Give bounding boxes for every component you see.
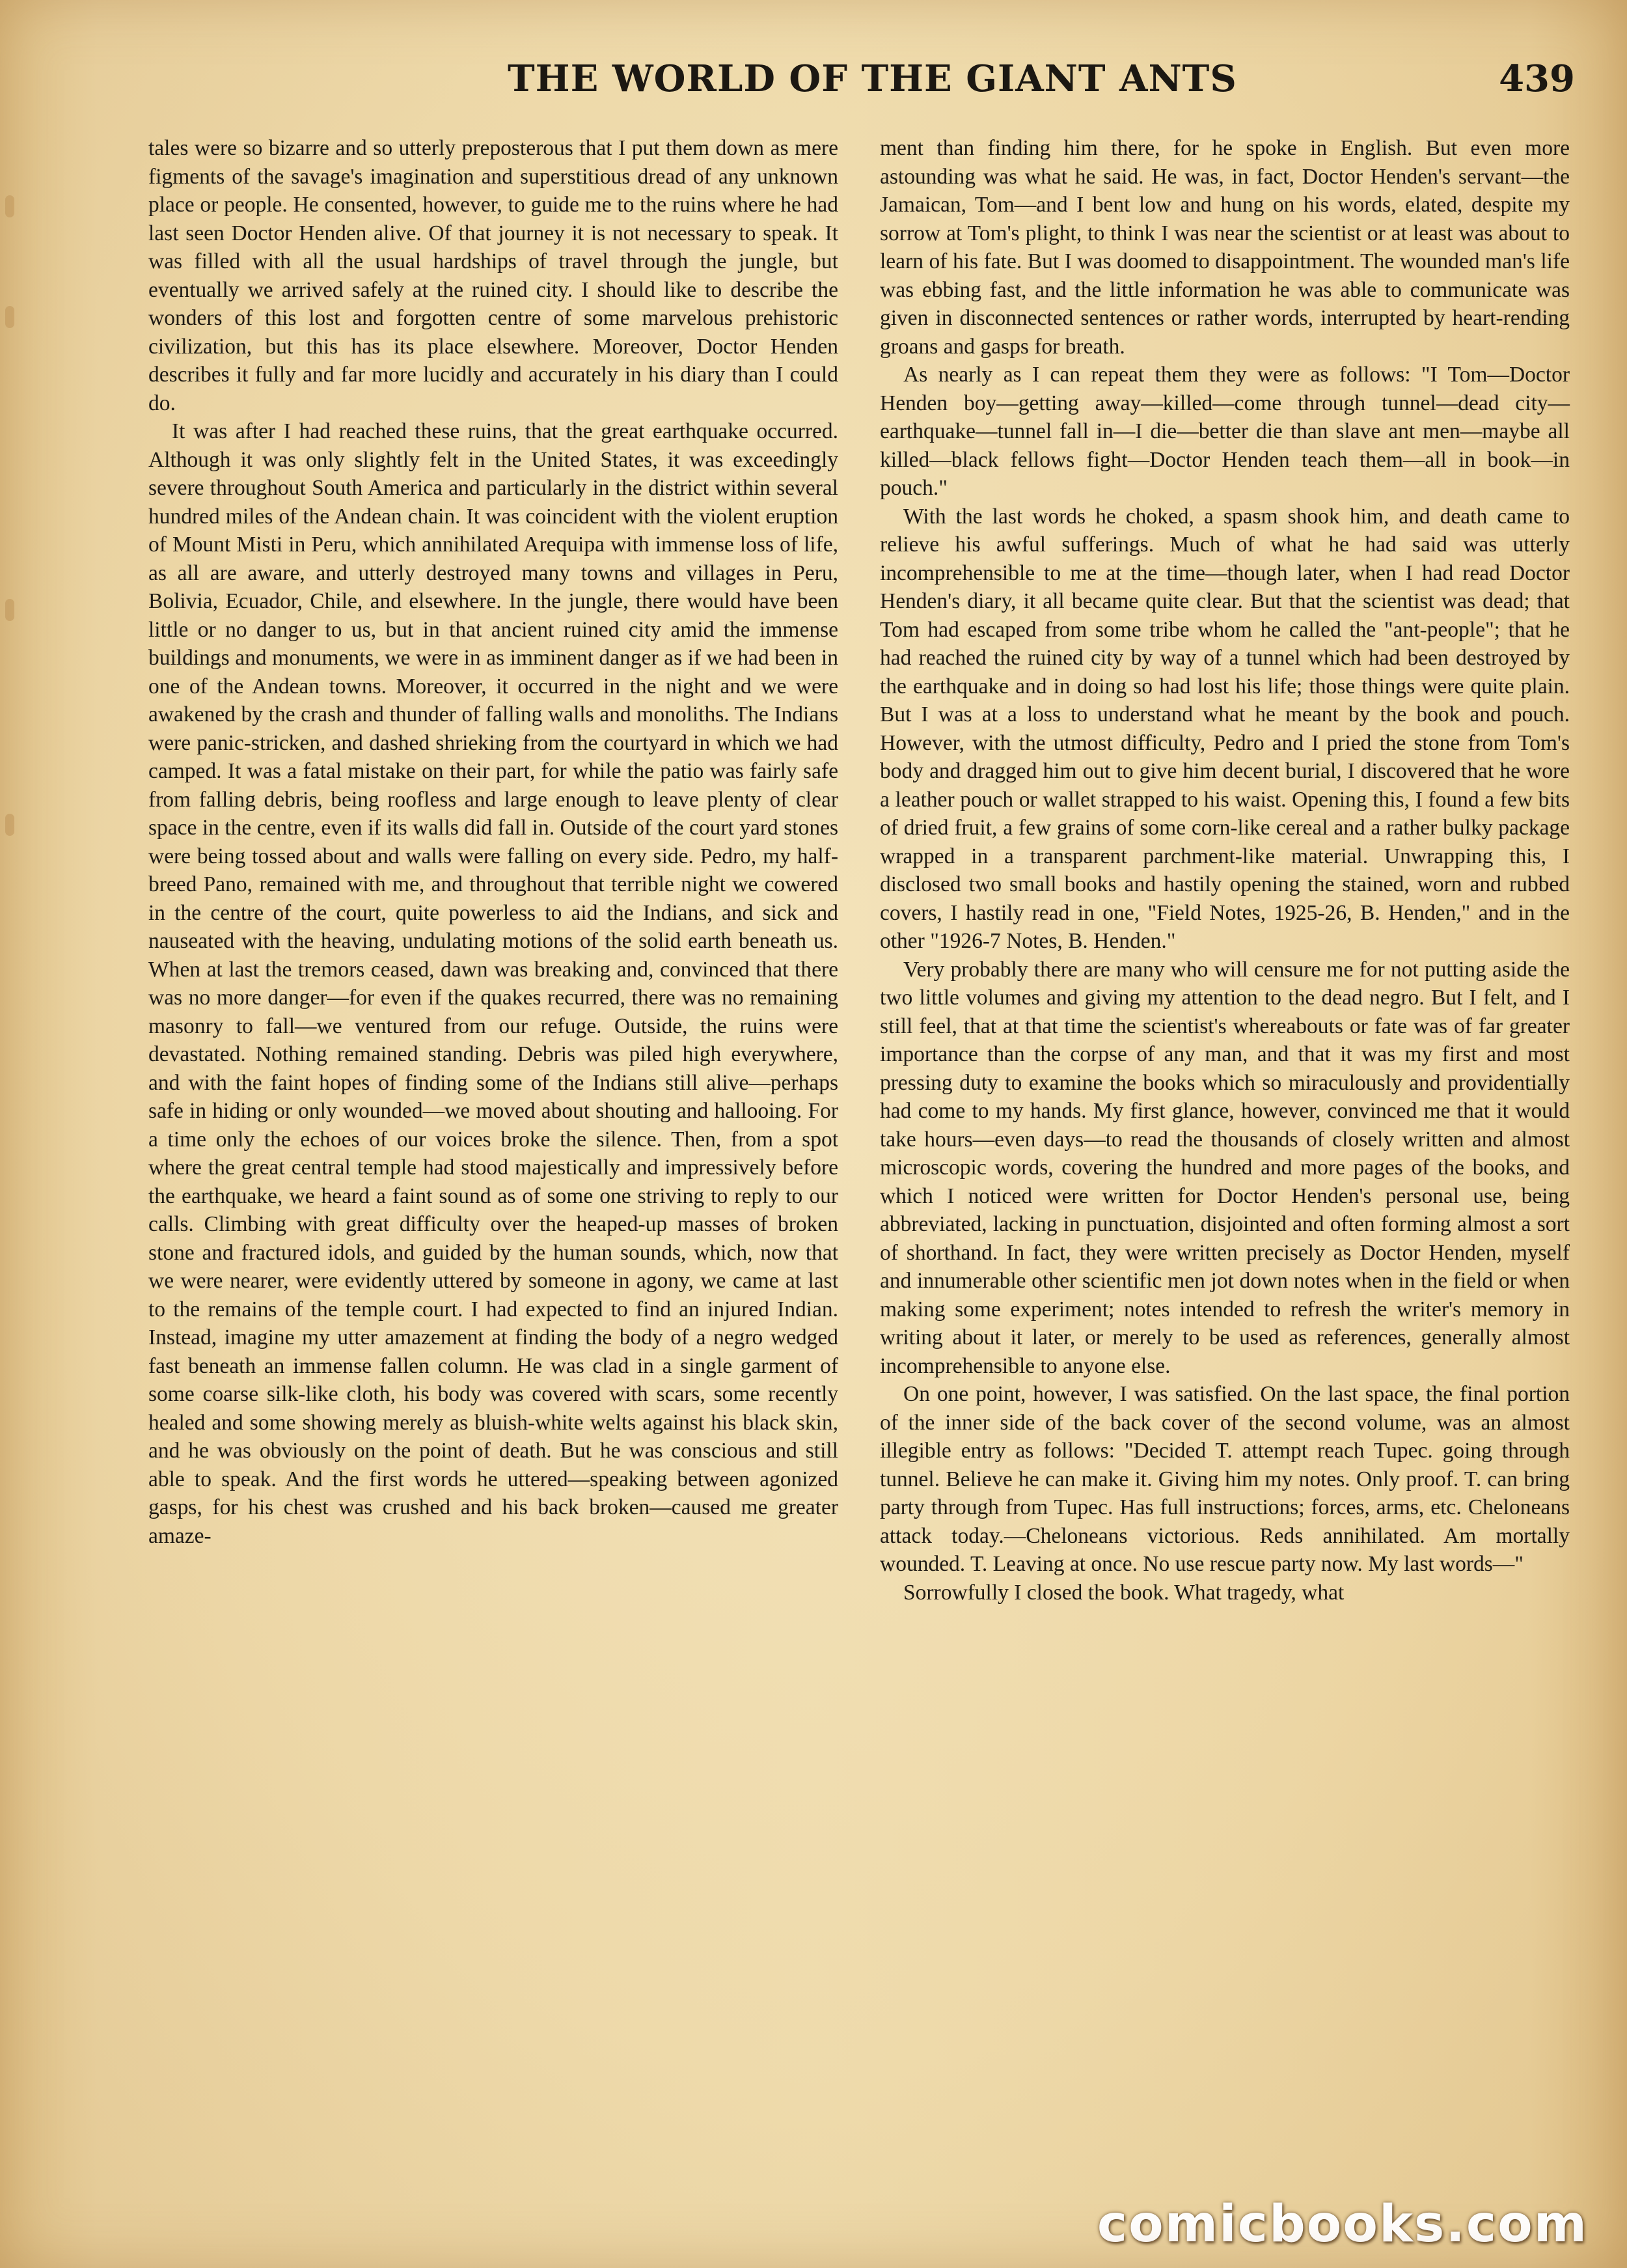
right-column: [880, 134, 1570, 1607]
page-header: [508, 57, 1575, 116]
page-number: 439: [1499, 57, 1575, 100]
site-watermark: comicbooks.com: [1097, 2195, 1588, 2254]
paragraph: It was after I had reached these ruins, that the great earthquake occurred. Although it was only slightly felt in the United States, it was exceedingly severe throughout South America and particularly in the district within several hundred miles of the Andean chain. It was coincident with the violent eruption of Mount Misti in Peru, which annihilated Arequipa with immense loss of life, as all are aware, and utterly destroyed many towns and villages in Peru, Bolivia, Ecuador, Chile, and elsewhere. In the jungle, there would have been little or no danger to us, but in that ancient ruined city amid the immense buildings and monuments, we were in as imminent danger as if we had been in one of the Andean towns. Moreover, it occurred in the night and we were awakened by the crash and thunder of falling walls and monoliths. The Indians were panic-stricken, and dashed shrieking from the courtyard in which we had camped. It was a fatal mistake on their part, for while the patio was fairly safe from falling debris, being roofless and large enough to leave plenty of clear space in the centre, even if its walls did fall in. Outside of the court yard stones were being tossed about and walls were falling on every side. Pedro, my half-breed Pano, remained with me, and throughout that terrible night we cowered in the centre of the court, quite powerless to aid the Indians, and sick and nauseated with the heaving, undulating motions of the solid earth beneath us. When at last the tremors ceased, dawn was breaking and, convinced that there was no more danger—for even if the quakes recurred, there was no remaining masonry to fall—we ventured from our refuge. Outside, the ruins were devastated. Nothing remained standing. Debris was piled high everywhere, and with the faint hopes of finding some of the Indians still alive—perhaps safe in hiding or only wounded—we moved about shouting and hallooing. For a time only the echoes of our voices broke the silence. Then, from a spot where the great central temple had stood majestically and impressively before the earthquake, we heard a faint sound as of some one striving to reply to our calls. Climbing with great difficulty over the heaped-up masses of broken stone and fractured idols, and guided by the human sounds, which, now that we were nearer, were evidently uttered by someone in agony, we came at last to the remains of the temple court. I had expected to find an injured Indian. Instead, imagine my utter amazement at finding the body of a negro wedged fast beneath an immense fallen column. He was clad in a single garment of some coarse silk-like cloth, his body was covered with scars, some recently healed and some showing merely as bluish-white welts against his black skin, and he was obviously on the point of death. But he was conscious and still able to speak. And the first words he uttered—speaking between agonized gasps, for his chest was crushed and his back broken—caused me greater amaze-: [148, 419, 838, 1548]
binding-hole: [5, 599, 14, 621]
paragraph: With the last words he choked, a spasm shook him, and death came to relieve his awful sufferings. Much of what he had said was utterly incomprehensible to me at the time—though later, when I had read Doctor Henden's diary, it all became quite clear. But that the scientist was dead; that Tom had escaped from some tribe whom he called the "ant-people"; that he had reached the ruined city by way of a tunnel which had been destroyed by the earthquake and in doing so had lost his life; those things were quite plain. But I was at a loss to understand what he meant by the book and pouch. However, with the utmost difficulty, Pedro and I pried the stone from Tom's body and dragged him out to give him decent burial, I discovered that he wore a leather pouch or wallet strapped to his waist. Opening this, I found a few bits of dried fruit, a few grains of some corn-like cereal and a rather bulky package wrapped in a transparent parchment-like material. Unwrapping this, I disclosed two small books and hastily opening the stained, worn and rubbed covers, I hastily read in one, "Field Notes, 1925-26, B. Henden," and in the other "1926-7 Notes, B. Henden.": [880, 504, 1570, 953]
paragraph: On one point, however, I was satisfied. On the last space, the final portion of the inner side of the back cover of the second volume, was an almost illegible entry as follows: "Decided T. attempt reach Tupec. going through tunnel. Believe he can make it. Giving him my notes. Only proof. T. can bring party through from Tupec. Has full instructions; forces, arms, etc. Cheloneans attack today.—Cheloneans victorious. Reds annihilated. Am mortally wounded. T. Leaving at once. No use rescue party now. My last words—": [880, 1382, 1570, 1576]
paragraph: Sorrowfully I closed the book. What tragedy, what: [903, 1580, 1345, 1605]
binding-hole: [5, 195, 14, 217]
paragraph: ment than finding him there, for he spoke in English. But even more astounding was what he said. He was, in fact, Doctor Henden's servant—the Jamaican, Tom—and I bent low and hung on his words, elated, despite my sorrow at Tom's plight, to think I was near the scientist or at least was about to learn of his fate. But I was doomed to disappointment. The wounded man's life was ebbing fast, and the little information he was able to communicate was given in disconnected sentences or rather words, interrupted by heart-rending groans and gasps for breath.: [880, 136, 1570, 359]
running-title: THE WORLD OF THE GIANT ANTS: [508, 57, 1237, 100]
paragraph: tales were so bizarre and so utterly preposterous that I put them down as mere figments of the savage's imagination and superstitious dread of any unknown place or people. He consented, however, to guide me to the ruins where he had last seen Doctor Henden alive. Of that journey it is not necessary to speak. It was filled with all the usual hardships of travel through the jungle, but eventually we arrived safely at the ruined city. I should like to describe the wonders of this lost and forgotten centre of some marvelous prehistoric civilization, but this has its place elsewhere. Moreover, Doctor Henden describes it fully and far more lucidly and accurately in his diary than I could do.: [148, 136, 838, 415]
paragraph: As nearly as I can repeat them they were as follows: "I Tom—Doctor Henden boy—getting away—killed—come through tunnel—dead city—earthquake—tunnel fall in—I die—better die than slave ant men—maybe all killed—black fellows fight—Doctor Henden teach them—all in book—in pouch.": [880, 363, 1570, 500]
left-column: [148, 134, 838, 1550]
binding-hole: [5, 306, 14, 328]
binding-hole: [5, 814, 14, 836]
paragraph: Very probably there are many who will censure me for not putting aside the two little volumes and giving my attention to the dead negro. But I felt, and I still feel, that at that time the scientist's whereabouts or fate was of far greater importance than the corpse of any man, and that it was my first and most pressing duty to examine the books which so miraculously and providentially had come to my hands. My first glance, however, convinced me that it would take hours—even days—to read the thousands of closely written and almost microscopic words, covering the hundred and more pages of the books, and which I noticed were written for Doctor Henden's personal use, being abbreviated, lacking in punctuation, disjointed and often forming almost a sort of shorthand. In fact, they were written precisely as Doctor Henden, myself and innumerable other scientific men jot down notes when in the field or when making some experiment; notes intended to refresh the writer's memory in writing about it later, or merely to be used as references, generally almost incomprehensible to anyone else.: [880, 957, 1570, 1378]
